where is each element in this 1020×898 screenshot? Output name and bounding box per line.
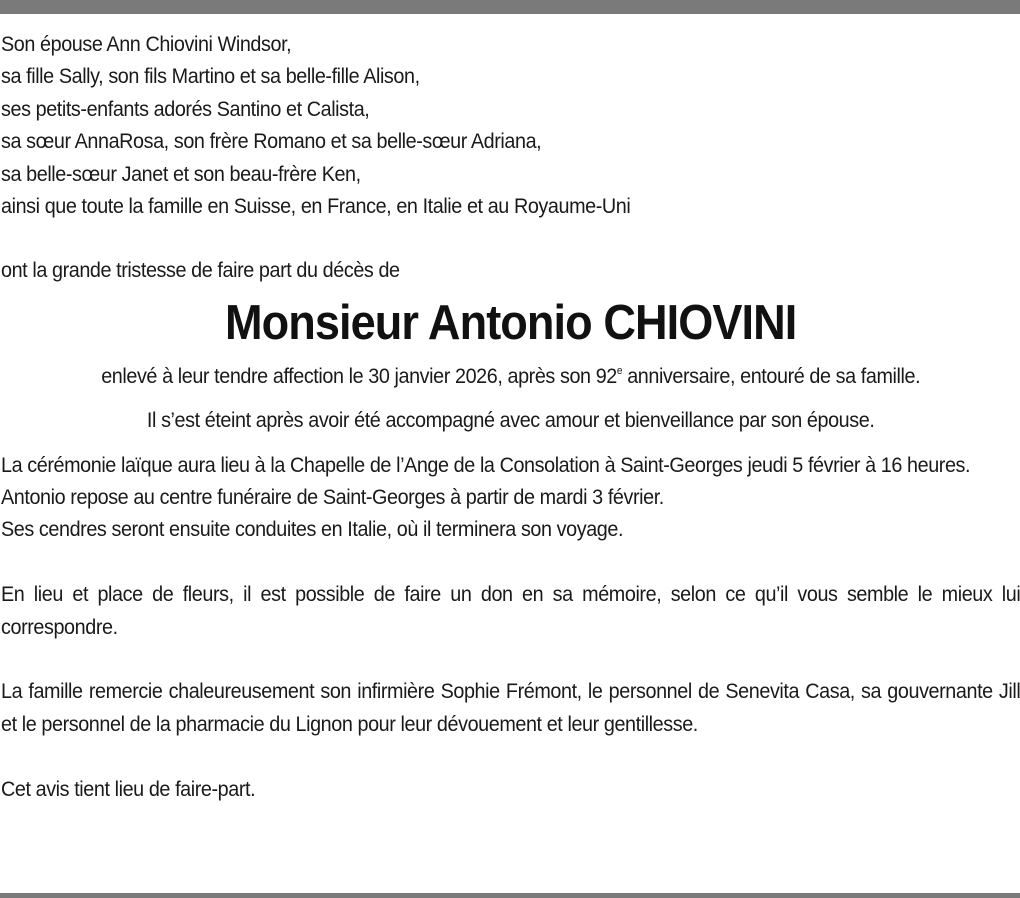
repose-text: Antonio repose au centre funéraire de Saint-Georges à partir de mardi 3 février. (1, 485, 664, 510)
ordinal-suffix: e (616, 364, 623, 377)
family-line: Son épouse Ann Chiovini Windsor, (1, 32, 292, 56)
family-list (1, 28, 1020, 222)
family-line: ainsi que toute la famille en Suisse, en France, en Italie et au Royaume-Uni (1, 194, 631, 219)
thanks-text: La famille remercie chaleureusement son infirmière Sophie Frémont, le personnel de Senevita Casa, sa gouvernante Jill et le personnel de la pharmacie du Lignon pour leur dévouement et leur gentillesse. (1, 679, 1020, 736)
family-line: sa sœur AnnaRosa, son frère Romano et sa belle-sœur Adriana, (1, 129, 542, 154)
flowers-text: En lieu et place de fleurs, il est possible de faire un don en sa mémoire, selon ce qu’il vous semble le mieux lui correspondre. (1, 582, 1020, 639)
family-line: sa fille Sally, son fils Martino et sa belle-fille Alison, (1, 64, 420, 89)
closing-text: Cet avis tient lieu de faire-part. (1, 776, 256, 801)
obituary-notice (1, 28, 1020, 805)
passing-after: anniversaire, entouré de sa famille. (622, 363, 921, 388)
bottom-rule (0, 893, 1020, 898)
top-rule (0, 0, 1020, 14)
passing-before: enlevé à leur tendre affection le 30 janvier 2026, après son 92 (101, 363, 617, 388)
accompanied-text: Il s’est éteint après avoir été accompagné avec amour et bienveillance par son épouse. (146, 408, 875, 433)
family-line: ses petits-enfants adorés Santino et Calista, (1, 96, 370, 121)
ashes-text: Ses cendres seront ensuite conduites en Italie, où il terminera son voyage. (1, 517, 624, 542)
intro-text: ont la grande tristesse de faire part du décès de (1, 258, 400, 283)
deceased-name: Monsieur Antonio CHIOVINI (224, 295, 797, 350)
ceremony-text: La cérémonie laïque aura lieu à la Chapelle de l’Ange de la Consolation à Saint-Georges jeudi 5 février à 16 heures. (1, 452, 971, 477)
family-line: sa belle-sœur Janet et son beau-frère Ken, (1, 161, 361, 186)
passing-text (1, 360, 1020, 392)
